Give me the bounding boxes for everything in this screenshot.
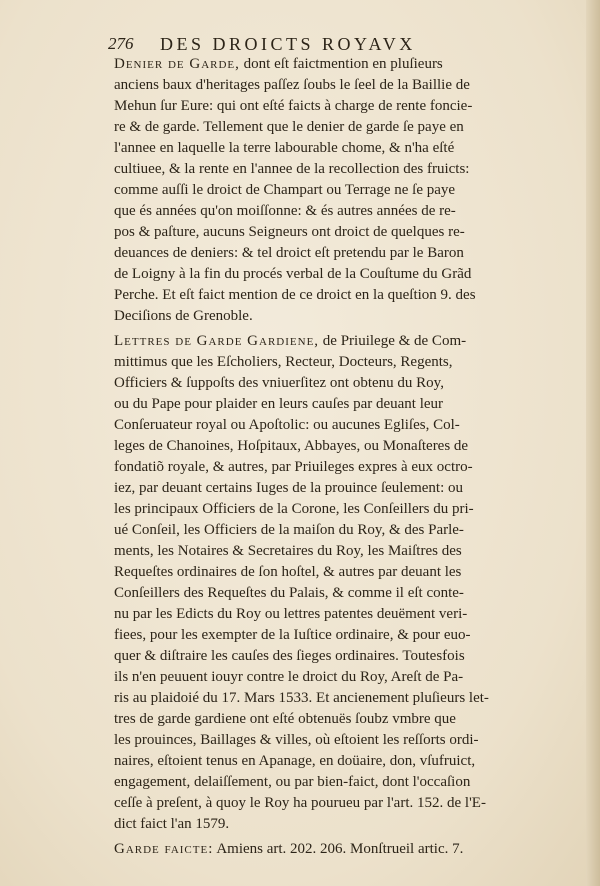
text-line: ou du Pape pour plaider en leurs cauſes par deuant leur [114,396,444,412]
body-text [114,54,512,860]
entry-text: dont eſt faictmention en pluſieurs [243,56,443,72]
text-line: Conſeillers des Requeſtes du Palais, & comme il eſt conte- [114,585,464,601]
text-line: leges de Chanoines, Hoſpitaux, Abbayes, ou Monaſteres de [114,438,469,454]
text-line: que és années qu'on moiſſonne: & és autres années de re- [114,203,456,219]
text-line: mittimus que les Eſcholiers, Recteur, Docteurs, Regents, [114,354,453,370]
text-line: les principaux Officiers de la Corone, les Conſeillers du pri- [114,501,474,517]
text-line: ué Conſeil, les Officiers de la maiſon du Roy, & des Parle- [114,522,464,538]
text-line: anciens baux d'heritages paſſez ſoubs le ſeel de la Baillie de [114,77,470,93]
text-line: comme auſſi le droict de Champart ou Terrage ne ſe paye [114,182,456,198]
text-line [114,54,512,75]
entry-lead-lettres-de-garde-gardiene: Lettres de Garde Gardiene, [114,333,320,349]
text-line: nu par les Edicts du Roy ou lettres patentes deuëment veri- [114,606,468,622]
text-line: ments, les Notaires & Secretaires du Roy, les Maiſtres des [114,543,462,559]
text-line: tres de garde gardiene ont eſté obtenuës ſoubz vmbre que [114,711,456,727]
text-line: naires, eſtoient tenus en Apanage, en doüaire, don, vſufruict, [114,753,476,769]
text-line: engagement, delaiſſement, ou par bien-faict, dont l'occaſion [114,774,471,790]
text-line [114,331,512,352]
text-line: ceſſe à preſent, à quoy le Roy ha pourueu par l'art. 152. de l'E- [114,795,486,811]
running-head: DES DROICTS ROYAVX [160,34,416,54]
text-line: dict faict l'an 1579. [114,816,230,832]
text-line: pos & paſture, aucuns Seigneurs ont droict de quelques re- [114,224,465,240]
text-line: cultiuee, & la rente en l'annee de la recollection des fruicts: [114,161,470,177]
page-gutter-shadow [586,0,600,886]
text-line: l'annee en laquelle la terre labourable chome, & n'ha eſté [114,140,455,156]
text-line: fiees, pour les exempter de la Iuſtice ordinaire, & pour euo- [114,627,471,643]
text-line [114,839,512,860]
text-line: Deciſions de Grenoble. [114,308,253,324]
text-line: deuances de deniers: & tel droict eſt pretendu par le Baron [114,245,464,261]
text-line: les prouinces, Baillages & villes, où eſtoient les reſſorts ordi- [114,732,479,748]
entry-text: de Priuilege & de Com- [322,333,467,349]
entry-text: Amiens art. 202. 206. Monſtrueil artic. 7. [216,841,464,857]
text-line: iez, par deuant certains Iuges de la prouince ſeulement: ou [114,480,464,496]
text-line: fondatiõ royale, & autres, par Priuileges expres à eux octro- [114,459,473,475]
text-line: de Loigny à la fin du procés verbal de la Couſtume du Grãd [114,266,472,282]
text-line: quer & diſtraire les cauſes des ſieges ordinaires. Toutesfois [114,648,465,664]
text-line: Officiers & ſuppoſts des vniuerſitez ont obtenu du Roy, [114,375,444,391]
text-line: re & de garde. Tellement que le denier de garde ſe paye en [114,119,464,135]
text-line: Mehun ſur Eure: qui ont eſté faicts à charge de rente foncie- [114,98,473,114]
entry-lead-denier-de-garde: Denier de Garde, [114,56,240,72]
text-line: Conſeruateur royal ou Apoſtolic: ou aucunes Egliſes, Col- [114,417,460,433]
text-line: ils n'en peuuent iouyr contre le droict du Roy, Areſt de Pa- [114,669,464,685]
text-line: ris au plaidoié du 17. Mars 1533. Et ancienement pluſieurs let- [114,690,489,706]
page-number: 276 [108,34,134,53]
text-line: Perche. Et eſt faict mention de ce droict en la queſtion 9. des [114,287,476,303]
entry-lead-garde-faicte: Garde faicte: [114,841,214,857]
text-line: Requeſtes ordinaires de ſon hoſtel, & autres par deuant les [114,564,462,580]
